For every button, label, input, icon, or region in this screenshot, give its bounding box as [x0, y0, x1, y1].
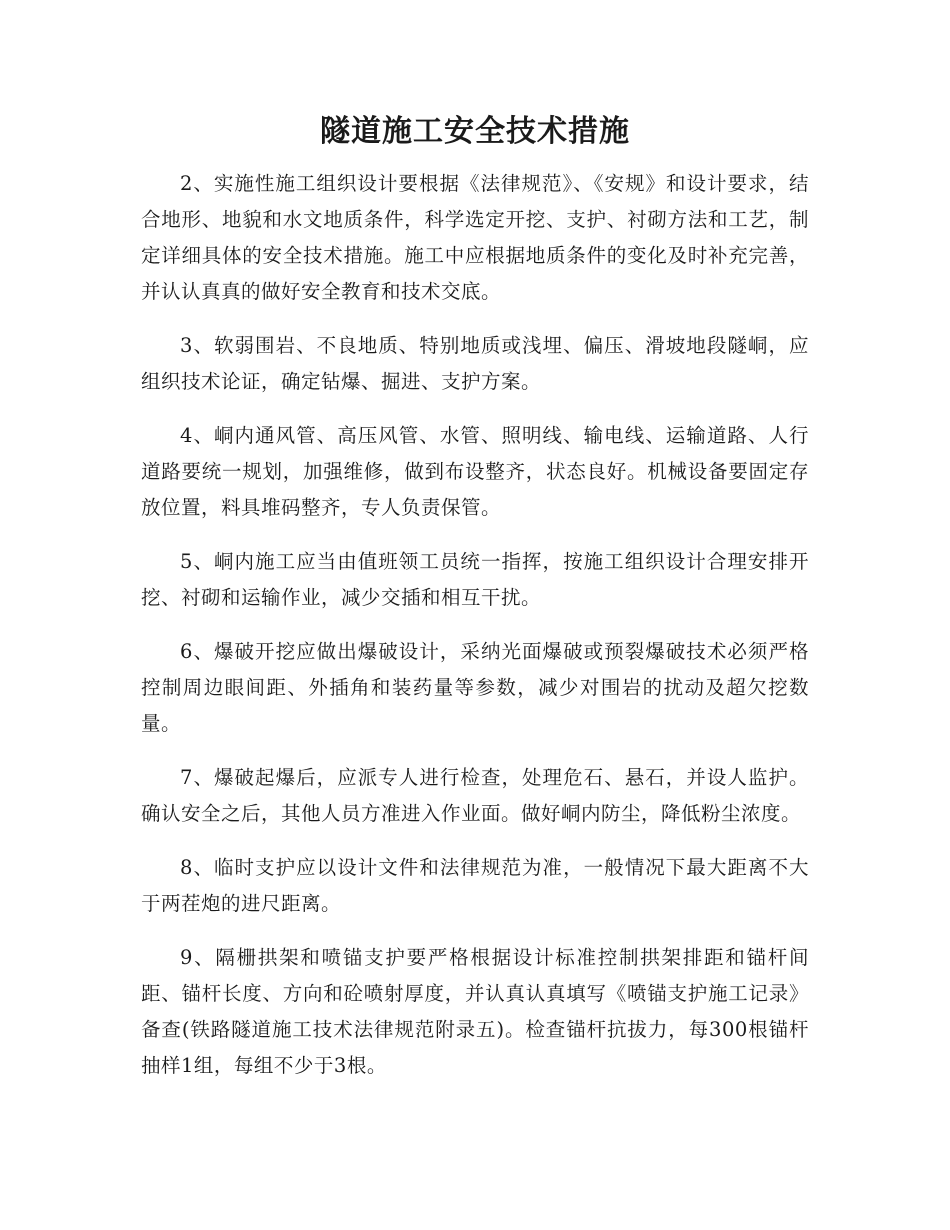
document-body — [141, 166, 809, 1102]
paragraph-3: 3、软弱围岩、不良地质、特别地质或浅埋、偏压、滑坡地段隧峒，应组织技术论证，确定钻爆、掘进、支护方案。 — [141, 334, 809, 393]
paragraph-6: 6、爆破开挖应做出爆破设计，采纳光面爆破或预裂爆破技术必须严格控制周边眼间距、外插角和装药量等参数，减少对围岩的扰动及超欠挖数量。 — [141, 640, 809, 735]
paragraph-8: 8、临时支护应以设计文件和法律规范为准，一般情况下最大距离不大于两茬炮的进尺距离。 — [141, 856, 809, 915]
paragraph-4: 4、峒内通风管、高压风管、水管、照明线、输电线、运输道路、人行道路要统一规划，加强维修，做到布设整齐，状态良好。机械设备要固定存放位置，料具堆码整齐，专人负责保管。 — [141, 424, 809, 519]
paragraph-5: 5、峒内施工应当由值班领工员统一指挥，按施工组织设计合理安排开挖、衬砌和运输作业，减少交插和相互干扰。 — [141, 550, 809, 609]
paragraph-7: 7、爆破起爆后，应派专人进行检查，处理危石、悬石，并设人监护。确认安全之后，其他人员方准进入作业面。做好峒内防尘，降低粉尘浓度。 — [141, 766, 809, 825]
paragraph-2: 2、实施性施工组织设计要根据《法律规范》、《安规》和设计要求，结合地形、地貌和水文地质条件，科学选定开挖、支护、衬砌方法和工艺，制定详细具体的安全技术措施。施工中应根据地质条件的变化及时补充完善，并认认真真的做好安全教育和技术交底。 — [141, 172, 809, 303]
document-title: 隧道施工安全技术措施 — [320, 114, 630, 149]
paragraph-9: 9、隔栅拱架和喷锚支护要严格根据设计标准控制拱架排距和锚杆间距、锚杆长度、方向和砼喷射厚度，并认真认真填写《喷锚支护施工记录》备查(铁路隧道施工技术法律规范附录五)。检查锚杆抗拔力，每300根锚杆抽样1组，每组不少于3根。 — [141, 946, 809, 1077]
